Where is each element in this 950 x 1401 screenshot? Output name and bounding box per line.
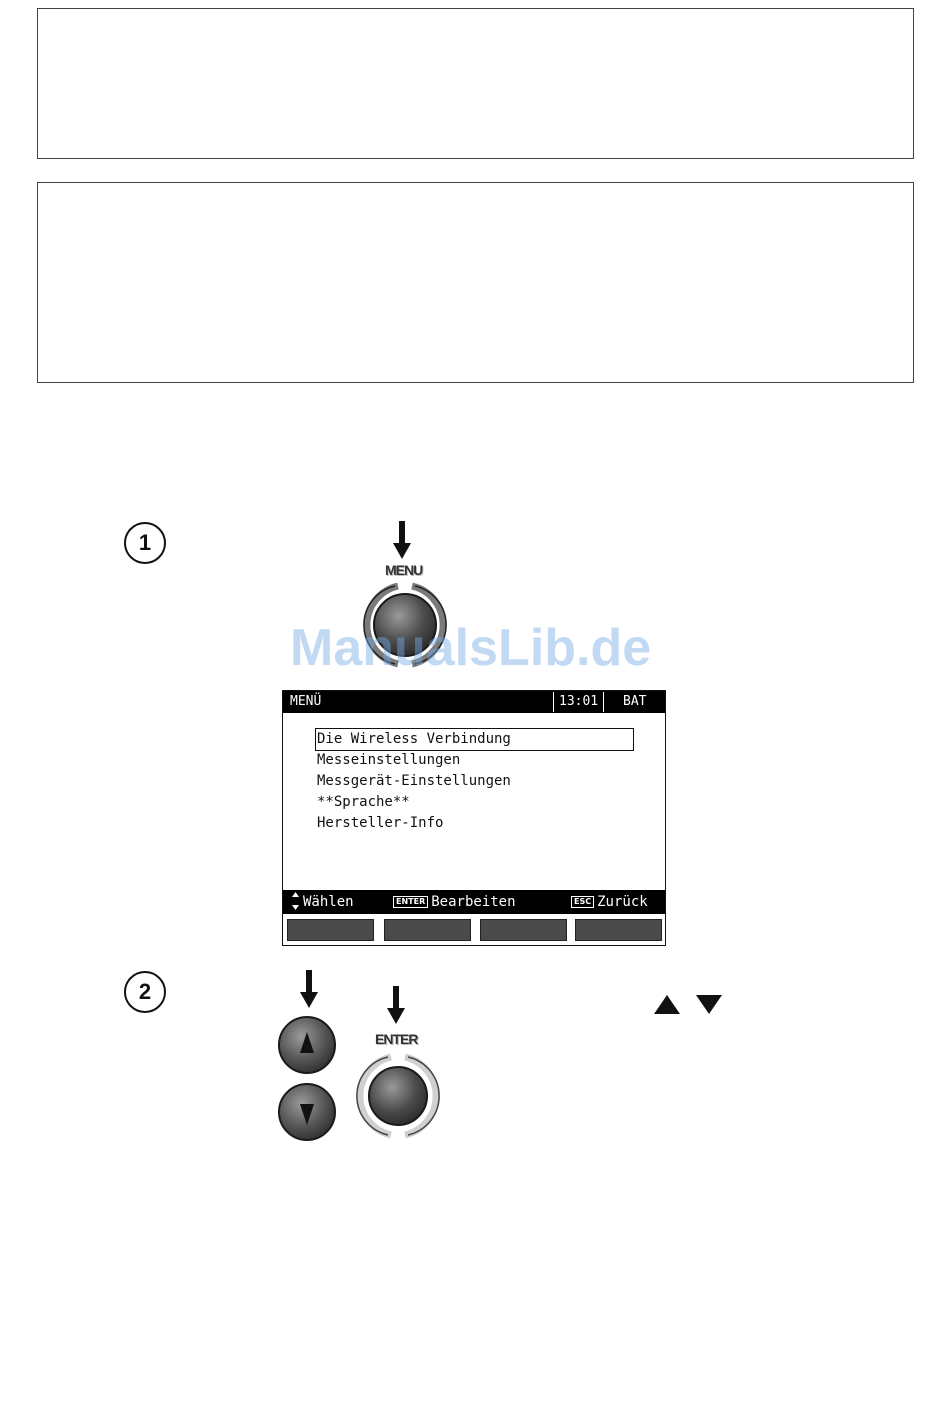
footer-enter-label: Bearbeiten — [431, 894, 516, 910]
menu-button-label: MENU — [385, 562, 423, 578]
footer-esc-hint — [571, 890, 648, 914]
up-button-icon[interactable] — [277, 1015, 337, 1075]
screen-header — [283, 691, 665, 713]
footer-select-hint — [291, 890, 354, 914]
menu-item-measurement-settings[interactable]: Messeinstellungen — [317, 752, 461, 768]
triangle-up-icon — [654, 995, 680, 1014]
down-arrow-icon — [300, 970, 318, 1010]
menu-item-language[interactable]: **Sprache** — [317, 794, 410, 810]
nav-arrows — [654, 994, 724, 1016]
menu-item-manufacturer-info[interactable]: Hersteller-Info — [317, 815, 444, 831]
menu-list — [317, 729, 633, 834]
footer-enter-hint — [393, 890, 516, 914]
step-2-number: 2 — [124, 971, 166, 1013]
enter-button[interactable] — [353, 1053, 443, 1139]
softkey-f2[interactable] — [384, 919, 471, 941]
footer-select-label: Wählen — [303, 894, 354, 910]
softkey-f3[interactable] — [480, 919, 567, 941]
footer-esc-label: Zurück — [597, 894, 648, 910]
screen-time: 13:01 — [553, 692, 604, 712]
battery-indicator: BAT — [623, 694, 647, 709]
enter-button-label: ENTER — [375, 1031, 418, 1047]
triangle-down-icon — [696, 995, 722, 1014]
screen-footer — [283, 890, 665, 914]
enter-key-tag: ENTER — [393, 896, 428, 908]
device-screen — [282, 690, 666, 946]
step-1-number: 1 — [124, 522, 166, 564]
softkey-f1[interactable] — [287, 919, 374, 941]
down-arrow-icon — [387, 986, 405, 1026]
screen-title: MENÜ — [290, 694, 322, 709]
note-box-top — [37, 8, 914, 159]
menu-item-wireless[interactable]: Die Wireless Verbindung — [316, 729, 633, 750]
down-arrow-icon — [393, 521, 411, 561]
down-button-icon[interactable] — [277, 1082, 337, 1142]
watermark: ManualsLib.de — [290, 619, 652, 677]
softkey-bar — [287, 919, 663, 941]
menu-item-device-settings[interactable]: Messgerät-Einstellungen — [317, 773, 511, 789]
softkey-f4[interactable] — [575, 919, 662, 941]
esc-key-tag: ESC — [571, 896, 594, 908]
up-down-icon — [291, 891, 300, 911]
note-box-middle — [37, 182, 914, 383]
